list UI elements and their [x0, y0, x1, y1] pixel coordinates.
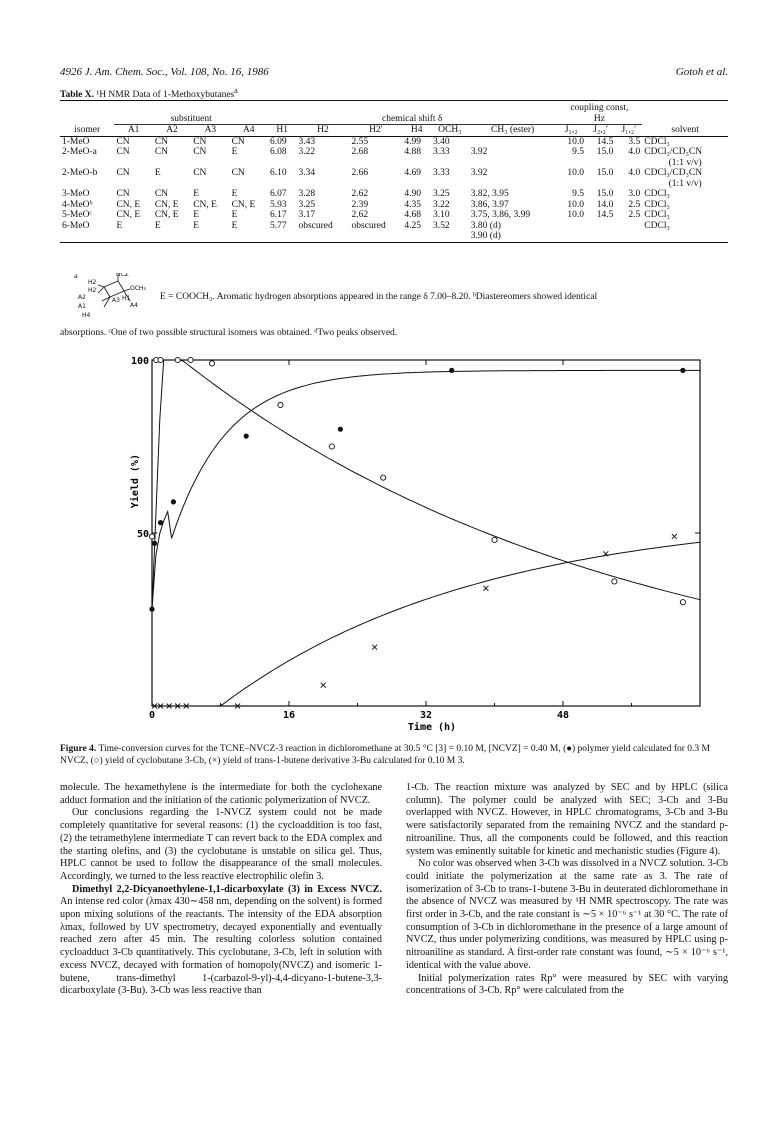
column-header: H1	[276, 125, 289, 135]
substituent-header: substituent	[114, 114, 268, 125]
column-header: solvent	[671, 124, 699, 135]
table-cell: 4.25	[404, 220, 422, 231]
table-cell: CN, E	[231, 199, 256, 210]
table-cell: 6.10	[269, 168, 287, 178]
table-cell: CN	[116, 147, 130, 157]
table-cell	[349, 158, 402, 169]
left-paragraph-3: An intense red color (λmax 430∼458 nm, depending on the solvent) is formed upon mixing solutions of the reactants. The intensity of the EDA absorption λmax, followed by UV spectrometry, decayed exponentially and eventually reached zero after 45 min. The resulting colorless solution contained cycloadduct 3-Cb quantitatively. This cyclobutane, 3-Cb, left in solution with excess NVCZ, decayed with formation of homopoly(NVCZ) and isomeric 1-butene, trans-dimethyl 1-(carbazol-9-yl)-4,4-dicyano-1-butene-3,3-dicarboxylate (3-Bu). 3-Cb was less reactive than	[60, 896, 382, 997]
table-row	[60, 168, 728, 179]
journal-citation: 4926 J. Am. Chem. Soc., Vol. 108, No. 16, 1986	[60, 66, 269, 78]
x-axis-label: Time (h)	[407, 722, 457, 733]
table-cell	[556, 179, 585, 190]
table-cell	[191, 231, 229, 242]
table-cell: 10.0	[567, 168, 584, 178]
table-cell: CN	[231, 168, 245, 178]
struct-label-a3: A3	[112, 297, 120, 304]
table-cell	[230, 179, 268, 190]
table-cell: CN	[116, 189, 130, 199]
table-cell	[114, 179, 152, 190]
table-cell	[60, 231, 114, 242]
struct-label-h2p: H2′	[88, 287, 98, 294]
right-paragraph-3: Initial polymerization rates Rp° were measured by SEC with varying concentrations of 3-Cb. Rp° were calculated from the	[406, 972, 728, 997]
table-cell: 3.17	[298, 210, 316, 220]
table-cell: 14.5	[596, 210, 614, 220]
struct-label-a1: A1	[78, 303, 86, 310]
table-cell: 6.09	[269, 136, 287, 147]
struct-label-h4: H4	[82, 312, 91, 319]
table-cell: E	[231, 220, 238, 231]
table-cell: 1-MeO	[62, 136, 90, 147]
table-cell: 15.0	[596, 168, 614, 178]
column-header: J₁,₂	[564, 125, 578, 135]
polymer-point	[149, 607, 154, 612]
polymer-point	[449, 368, 454, 373]
table-cell: CN, E	[116, 210, 141, 220]
table-cell: 10.0	[567, 136, 584, 147]
table-cell: CN	[193, 147, 207, 157]
figure-label: Figure 4.	[60, 744, 97, 754]
table-cell: 3.80 (d)	[470, 220, 501, 231]
table-row	[60, 158, 728, 169]
struct-label-a2: A2	[78, 294, 86, 301]
table-cell: 3.86, 3.97	[470, 199, 509, 210]
table-cell: 4.90	[404, 189, 422, 199]
figure-caption	[60, 744, 728, 767]
table-cell: 5.77	[269, 220, 287, 231]
table-row	[60, 221, 728, 232]
table-cell: 3.75, 3.86, 3.99	[470, 210, 531, 220]
table-caption	[60, 86, 238, 100]
struct-label-och3: OCH₃	[130, 285, 146, 292]
table-cell: 4.99	[404, 136, 422, 147]
column-header: H4	[410, 125, 423, 135]
left-paragraph-1: molecule. The hexamethylene is the intermediate for both the cyclohexane adduct formation and the initiation of the cationic polymerization of NVCZ.	[60, 782, 382, 806]
table-cell: 2.39	[351, 199, 369, 210]
table-cell: E	[116, 220, 123, 231]
table-cell	[556, 158, 585, 169]
table-cell: CDCl₃/CD₃CN	[644, 147, 703, 157]
table-cell	[586, 221, 615, 232]
struct-label-ncz: NCZ	[116, 273, 129, 278]
table-cell	[230, 158, 268, 169]
struct-label-a4: A4	[130, 302, 138, 309]
methoxybutane-structure	[74, 273, 164, 325]
struct-label-h1: H1	[122, 295, 131, 302]
table-cell	[615, 158, 642, 169]
table-cell	[60, 179, 114, 190]
column-header: A3	[204, 125, 217, 135]
table-cell: 3.82, 3.95	[470, 189, 509, 199]
table-cell: CDCl₃/CD₃CN	[644, 168, 703, 178]
table-row	[60, 231, 728, 242]
table-cell: E	[154, 220, 161, 231]
table-cell: 14.5	[596, 136, 614, 147]
nmr-data-table	[60, 100, 728, 243]
table-cell	[402, 158, 431, 169]
table-cell: E	[231, 189, 238, 199]
table-cell: 4.0	[628, 147, 641, 157]
table-cell: 3.33	[432, 168, 450, 178]
right-paragraph-1: 1-Cb. The reaction mixture was analyzed by SEC and by HPLC (silica column). The polymer could be analyzed with SEC; 3-Cb and 3-Bu overlapped with NVCZ. However, in HPLC chromatograms, 3-Cb and 3-Bu were satisfactorily separated from the remaining NVCZ and the standard p-nitroaniline. Thus, all the components could be followed, and this reaction system was eminently suitable for kinetic and mechanistic studies (Figure 4).	[406, 782, 728, 857]
cyclobutane-point	[381, 475, 386, 480]
table-cell: 2-MeO-a	[62, 147, 97, 157]
table-cell: 5.93	[269, 199, 287, 210]
table-cell	[586, 179, 615, 190]
table-cell	[431, 231, 469, 242]
table-cell: 3.34	[298, 168, 316, 178]
table-cell: 2.66	[351, 168, 369, 178]
table-cell: CN	[193, 136, 207, 147]
struct-label-h2: H2	[88, 279, 97, 286]
table-cell: (1:1 v/v)	[668, 178, 702, 189]
table-cell: CDCl₃	[644, 220, 670, 231]
table-footnote-line-1: E = COOCH₃. Aromatic hydrogen absorptions appeared in the range δ 7.00–8.20. ᵇDiastereomers showed identical	[160, 292, 598, 302]
table-cell: 3.52	[432, 220, 450, 231]
table-cell	[230, 231, 268, 242]
table-cell: 3.92	[470, 147, 488, 157]
table-cell: CN, E	[154, 210, 179, 220]
table-cell: 3.90 (d)	[470, 231, 501, 241]
polymer-point	[152, 541, 157, 546]
table-cell: 6-MeO	[62, 220, 90, 231]
table-cell: CN	[116, 168, 130, 178]
section-heading: Dimethyl 2,2-Dicyanoethylene-1,1-dicarboxylate (3) in Excess NVCZ.	[72, 883, 382, 895]
table-cell	[296, 158, 349, 169]
x-tick-label: 48	[556, 710, 570, 721]
table-cell	[615, 179, 642, 190]
cyclobutane-curve	[152, 360, 700, 609]
cyclobutane-point	[612, 579, 617, 584]
y-tick-label: 50	[136, 529, 149, 540]
table-cell: 3.92	[470, 168, 488, 178]
table-cell: 15.0	[596, 189, 614, 199]
table-cell: CDCl₃	[644, 210, 670, 220]
polymer-point	[171, 499, 176, 504]
table-cell: CDCl₃	[644, 199, 670, 210]
table-cell	[402, 179, 431, 190]
table-cell: CN	[154, 136, 169, 147]
table-cell: CN	[116, 136, 130, 147]
table-cell: 6.17	[269, 210, 287, 220]
figure-caption-text: Time-conversion curves for the TCNE–NVCZ-3 reaction in dichloromethane at 30.5 °C [3] = 0.10 M, [NCVZ] = 0.40 M, (●) polymer yield calculated for 0.3 M NVCZ, (○) yield of cyclobutane 3-Cb, (×) yield of trans-1-butene derivative 3-Bu calculated for 0.10 M 3.	[60, 744, 710, 766]
table-cell: (1:1 v/v)	[668, 157, 702, 168]
author-header: Gotoh et al.	[675, 66, 728, 78]
table-cell: CDCl₃	[644, 136, 670, 147]
table-cell: 4-MeOᵇ	[62, 199, 93, 210]
polymer-point	[338, 427, 343, 432]
table-cell: 6.07	[269, 189, 287, 199]
table-cell: CN, E	[193, 199, 217, 210]
table-cell	[615, 221, 642, 232]
table-cell: obscured	[298, 220, 333, 231]
table-cell	[469, 179, 557, 190]
cyclobutane-point	[175, 357, 180, 362]
column-header: H2′	[369, 125, 383, 135]
table-cell: E	[193, 210, 199, 220]
table-cell	[349, 231, 402, 242]
table-cell	[431, 179, 469, 190]
table-cell: 6.08	[269, 147, 287, 157]
butene-point	[321, 683, 326, 688]
table-row	[60, 210, 728, 221]
column-header: J₁,₂′	[621, 125, 637, 135]
table-cell: 9.5	[572, 189, 584, 199]
plot-frame	[152, 360, 700, 706]
table-cell	[556, 221, 585, 232]
table-cell: 9.5	[572, 147, 584, 157]
y-axis-label: Yield (%)	[130, 454, 141, 509]
table-cell: E	[193, 189, 199, 199]
coupling-unit-header: Hz	[556, 114, 642, 125]
cyclobutane-point	[209, 361, 214, 366]
table-row	[60, 189, 728, 200]
table-cell	[615, 231, 642, 242]
table-cell: 2.5	[628, 199, 641, 210]
table-title: ¹H NMR Data of 1-Methoxybutanes	[96, 90, 235, 101]
table-cell: CN	[154, 147, 169, 157]
column-header: OCH₃	[438, 125, 462, 135]
table-cell: E	[193, 220, 199, 231]
table-cell	[642, 231, 728, 242]
table-cell: CN	[154, 189, 169, 199]
y-tick-label: 100	[130, 356, 149, 367]
table-cell	[469, 136, 557, 147]
table-cell: 3.43	[298, 136, 316, 147]
chemical-shift-header: chemical shift δ	[268, 114, 557, 125]
table-cell: 4.68	[404, 210, 422, 220]
table-row	[60, 179, 728, 190]
butene-point	[483, 586, 488, 591]
polymer-point	[680, 368, 685, 373]
table-footnote-ref: a	[234, 86, 238, 95]
table-cell: 3.40	[432, 136, 450, 147]
table-cell: 3.22	[298, 147, 316, 157]
table-cell: CN	[193, 168, 207, 178]
table-cell: 2.62	[351, 189, 369, 199]
table-cell: 10.0	[567, 199, 584, 210]
table-cell: 2.62	[351, 210, 369, 220]
table-cell	[469, 158, 557, 169]
table-cell: 2.68	[351, 147, 369, 157]
table-label: Table X.	[60, 90, 94, 101]
butene-point	[372, 645, 377, 650]
table-cell	[586, 158, 615, 169]
cyclobutane-point	[329, 444, 334, 449]
table-cell	[431, 158, 469, 169]
right-paragraph-2: No color was observed when 3-Cb was dissolved in a NVCZ solution. 3-Cb could initiate the polymerization at the same rate as 3. The rate of isomerization of 3-Cb to trans-1-butene 3-Bu in deuterated dichloromethane in the absence of NVCZ was measured by ¹H NMR spectroscopy. The rate was first order in 3-Cb, and the rate constant is ∼5 × 10⁻⁶ s⁻¹ at 30 °C. The rate of consumption of 3-Cb in dichloromethane in the presence of a large amount of NVCZ, thus under polymerizing conditions, was measured by HPLC using p-nitroaniline as standard. A first-order rate constant was found, ∼5 × 10⁻⁶ s⁻¹, identical with the value above.	[406, 858, 728, 971]
column-header: A2	[166, 125, 178, 135]
footnote-a-marker: a	[74, 273, 78, 280]
table-row	[60, 147, 728, 158]
table-cell	[153, 231, 191, 242]
table-cell: 3.0	[628, 189, 641, 199]
table-cell: 3.25	[298, 199, 316, 210]
table-cell	[296, 179, 349, 190]
table-cell	[296, 231, 349, 242]
left-paragraph-2: Our conclusions regarding the 1-NVCZ system could not be made completely quantitative for several reasons: (1) the cycloaddition is too fast, (2) the tetramethylene intermediate T can revert back to the EDA complex and the starting olefins, and (3) the cyclobutane is unstable on silica gel. Thus, HPLC cannot be used to follow the disappearance of the small molecules. Accordingly, we turned to the less reactive electrophilic olefin 3.	[60, 807, 382, 882]
table-cell	[114, 231, 152, 242]
table-cell	[586, 231, 615, 242]
column-header: J₂,₂′	[593, 125, 609, 135]
table-cell: 3.22	[432, 199, 450, 210]
table-cell: 3-MeO	[62, 189, 90, 199]
cyclobutane-point	[188, 357, 193, 362]
table-cell: CN, E	[116, 199, 141, 210]
polymer-point	[244, 434, 249, 439]
column-header: A4	[242, 125, 255, 135]
x-tick-label: 32	[419, 710, 433, 721]
body-column-right	[406, 782, 728, 998]
table-row	[60, 200, 728, 211]
table-cell: 10.0	[567, 210, 584, 220]
table-cell	[60, 158, 114, 169]
table-cell: 4.69	[404, 168, 422, 178]
table-footnote-line-2: absorptions. ᶜOne of two possible structural isomers was obtained. ᵈTwo peaks observed.	[60, 328, 398, 338]
running-header	[60, 66, 728, 78]
table-cell	[402, 231, 431, 242]
table-cell: 2.5	[628, 210, 641, 220]
table-cell: E	[154, 168, 161, 178]
butene-curve	[152, 542, 700, 706]
table-cell: 4.35	[404, 199, 422, 210]
table-cell: 3.33	[432, 147, 450, 157]
table-cell: E	[231, 147, 238, 157]
body-column-left	[60, 782, 382, 998]
column-header: CH₃ (ester)	[491, 125, 535, 135]
cyclobutane-point	[492, 537, 497, 542]
table-cell	[191, 179, 229, 190]
table-cell: CN, E	[154, 199, 179, 210]
table-cell	[268, 158, 297, 169]
table-cell: CN	[231, 136, 245, 147]
column-header: isomer	[74, 124, 101, 135]
x-tick-label: 0	[148, 710, 156, 721]
table-cell: 2-MeO-b	[62, 168, 98, 178]
cyclobutane-point	[158, 357, 163, 362]
column-header: A1	[127, 125, 140, 135]
table-cell	[268, 179, 297, 190]
table-cell	[556, 231, 585, 242]
butene-point	[672, 534, 677, 539]
table-cell: 15.0	[596, 147, 614, 157]
table-cell: 3.28	[298, 189, 316, 199]
table-cell	[268, 231, 297, 242]
table-cell	[153, 179, 191, 190]
cyclobutane-point	[680, 600, 685, 605]
cyclobutane-point	[149, 534, 154, 539]
table-cell: 3.5	[628, 136, 641, 147]
column-header: H2	[317, 125, 329, 135]
table-cell: 3.25	[432, 189, 450, 199]
cyclobutane-point	[278, 402, 283, 407]
figure-4-chart	[112, 352, 712, 737]
polymer-curve	[152, 370, 700, 609]
table-cell	[114, 158, 152, 169]
table-cell	[153, 158, 191, 169]
table-cell: obscured	[351, 220, 386, 231]
table-cell: 14.0	[596, 199, 614, 210]
table-cell: 2.55	[351, 136, 369, 147]
table-cell	[349, 179, 402, 190]
table-cell	[191, 158, 229, 169]
table-cell: 4.0	[628, 168, 641, 178]
table-cell: 3.10	[432, 210, 450, 220]
coupling-header: coupling const,	[570, 103, 629, 113]
table-cell: 5-MeOᶜ	[62, 210, 92, 220]
table-cell: 4.88	[404, 147, 422, 157]
table-cell: CDCl₃	[644, 189, 670, 199]
table-row	[60, 136, 728, 147]
table-cell: E	[231, 210, 238, 220]
polymer-point	[158, 520, 163, 525]
x-tick-label: 16	[282, 710, 296, 721]
